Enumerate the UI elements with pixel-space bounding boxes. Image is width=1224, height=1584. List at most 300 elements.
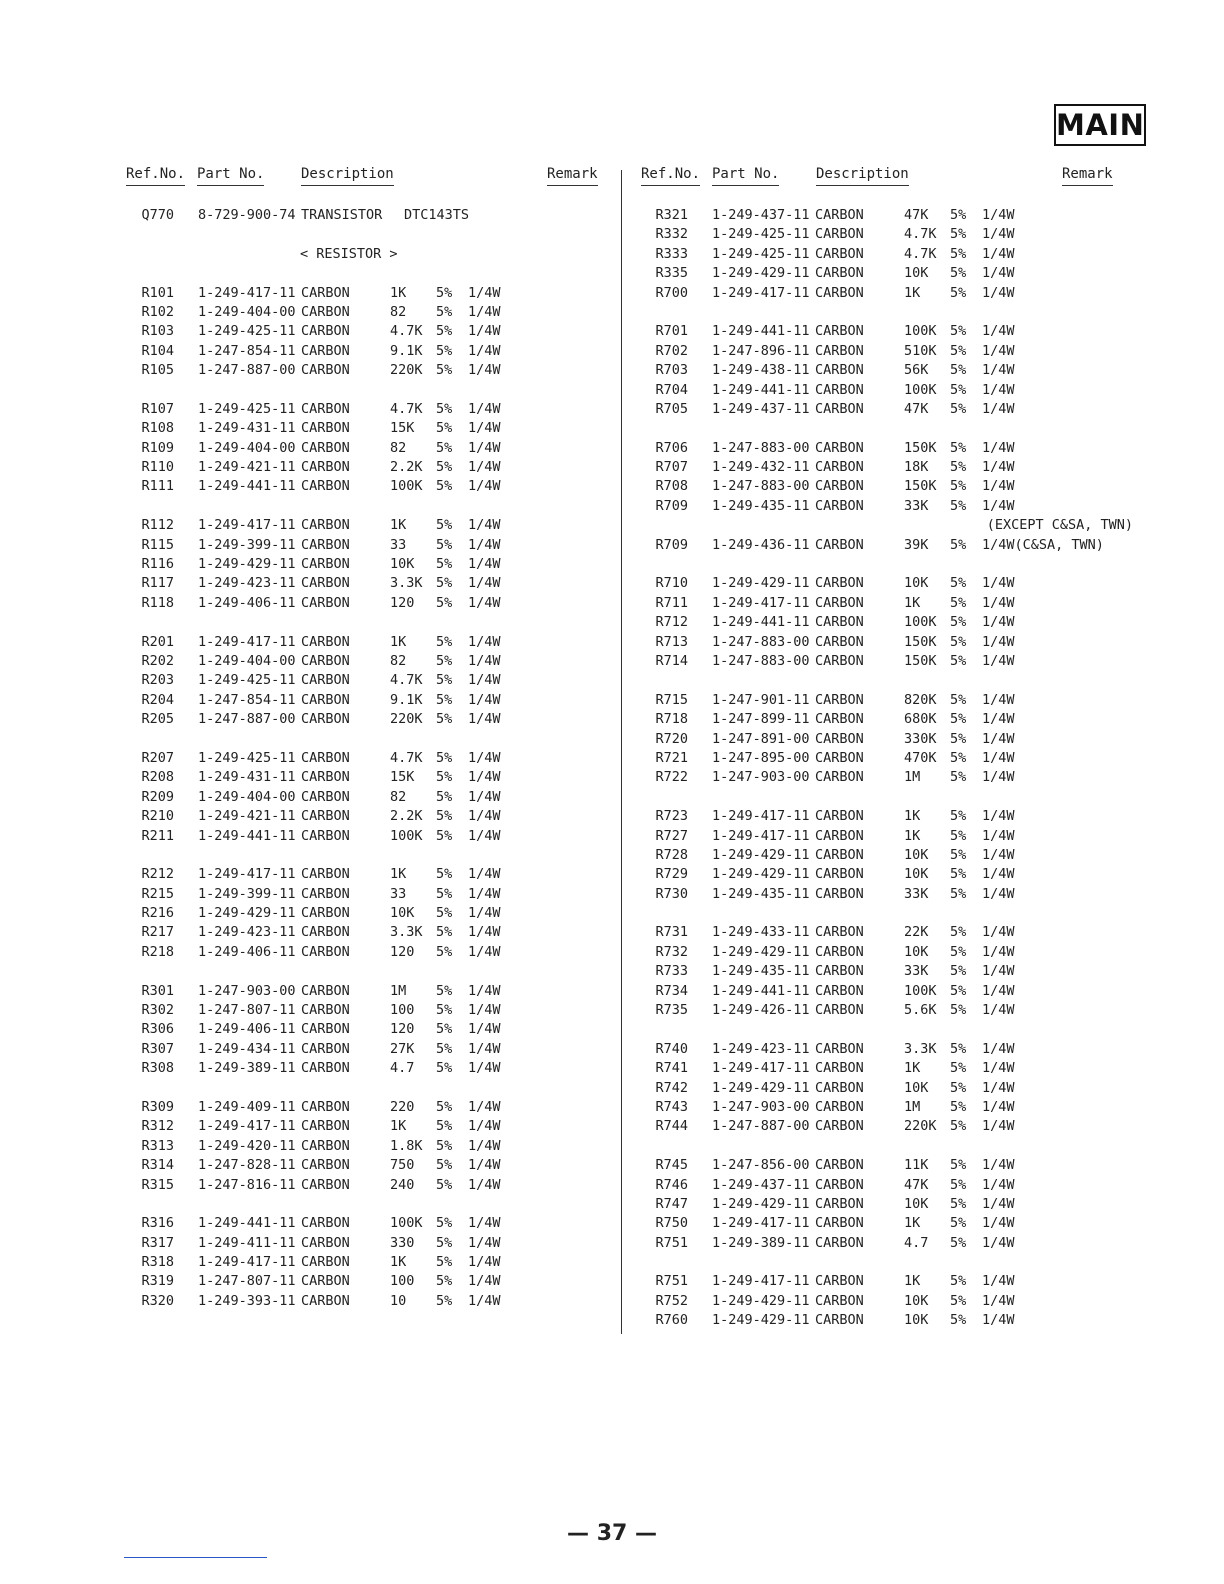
header-part: Part No. [197,166,264,186]
ref-number: R744 [655,1118,688,1135]
tolerance: 5% [950,439,967,456]
part-type: CARBON [301,885,350,902]
part-type: CARBON [815,808,864,825]
part-type: CARBON [815,982,864,999]
table-row [124,923,604,942]
section-heading: < RESISTOR > [300,245,398,262]
table-row [638,962,1143,981]
tolerance: 5% [436,1176,453,1193]
power-rating: 1/4W [468,672,501,689]
ref-number: R704 [655,381,688,398]
power-rating: 1/4W [982,1157,1015,1174]
part-value: 10 [390,1292,407,1309]
tolerance: 5% [436,885,453,902]
ref-number: R706 [655,439,688,456]
tolerance: 5% [950,323,967,340]
part-number: 1-249-441-11 [198,827,296,844]
part-value: 100 [390,1273,415,1290]
part-value: 4.7K [390,672,423,689]
power-rating: 1/4W [468,1157,501,1174]
part-value: 9.1K [390,342,423,359]
part-value: 150K [904,633,937,650]
part-type: CARBON [815,265,864,282]
tolerance: 5% [950,730,967,747]
part-number: 1-247-896-11 [712,342,810,359]
part-number: 1-249-423-11 [198,575,296,592]
tolerance: 5% [436,1098,453,1115]
spacer-row [638,1137,1143,1156]
power-rating: 1/4W [468,924,501,941]
power-rating: 1/4W [468,1273,501,1290]
part-type: CARBON [815,711,864,728]
part-type: CARBON [301,459,350,476]
part-value: 4.7K [904,226,937,243]
part-value: 2.2K [390,808,423,825]
part-type: CARBON [815,943,864,960]
part-type: CARBON [815,1176,864,1193]
part-value: 1K [390,633,407,650]
table-row [638,768,1143,787]
power-rating: 1/4W [982,207,1015,223]
part-value: 1M [904,769,921,786]
table-row [638,1214,1143,1233]
power-rating: 1/4W [468,633,501,650]
part-type: CARBON [815,439,864,456]
part-number: 1-249-429-11 [712,1312,810,1329]
tolerance: 5% [950,575,967,592]
parts-column-left [124,166,604,1311]
power-rating: 1/4W [468,536,501,553]
part-value: 39K [904,536,929,553]
part-value: 220K [390,362,423,379]
table-row [638,536,1143,555]
power-rating: 1/4W [982,381,1015,398]
power-rating: 1/4W [982,652,1015,669]
ref-number: R741 [655,1060,688,1077]
part-number: 1-249-425-11 [198,749,296,766]
power-rating: 1/4W [468,342,501,359]
power-rating: 1/4W [468,459,501,476]
part-number: 1-249-429-11 [198,556,296,573]
part-value: 27K [390,1040,415,1057]
power-rating: 1/4W [982,265,1015,282]
tolerance: 5% [950,1098,967,1115]
ref-number: R721 [655,749,688,766]
part-value: 10K [904,846,929,863]
part-number: 1-249-429-11 [712,1195,810,1212]
part-number: 1-249-417-11 [198,1254,296,1271]
power-rating: 1/4W [468,769,501,786]
spacer-row [638,1253,1143,1272]
part-number: 1-249-437-11 [712,400,810,417]
part-value: 5.6K [904,1002,937,1019]
spacer-row [124,497,604,516]
part-value: 4.7K [390,749,423,766]
tolerance: 5% [436,749,453,766]
parts-list-right [638,206,1143,1331]
part-value: 10K [904,1312,929,1329]
power-rating: 1/4W [468,1118,501,1135]
part-type: CARBON [815,400,864,417]
part-type: CARBON [815,691,864,708]
tolerance: 5% [950,381,967,398]
table-row [638,982,1143,1001]
tolerance: 5% [436,905,453,922]
tolerance: 5% [436,769,453,786]
tolerance: 5% [950,536,967,553]
part-value: 11K [904,1157,929,1174]
table-row [124,1098,604,1117]
part-number: 8-729-900-74 [198,207,296,223]
power-rating: 1/4W [468,575,501,592]
ref-number: R321 [655,207,688,223]
part-number: 1-249-441-11 [712,614,810,631]
part-value: 100K [390,827,423,844]
power-rating: 1/4W [982,284,1015,301]
part-value: 82 [390,303,407,320]
spacer-row [638,555,1143,574]
table-row [638,1098,1143,1117]
part-value: 1M [390,982,407,999]
part-type: CARBON [301,1098,350,1115]
part-type: CARBON [815,769,864,786]
part-number: 1-247-901-11 [712,691,810,708]
power-rating: 1/4W [468,478,501,495]
part-value: 1M [904,1098,921,1115]
part-type: CARBON [301,400,350,417]
power-rating: 1/4W [468,284,501,301]
power-rating: 1/4W [468,1060,501,1077]
spacer-row [124,846,604,865]
power-rating: 1/4W [468,362,501,379]
ref-number: R203 [141,672,174,689]
part-number: 1-249-406-11 [198,943,296,960]
tolerance: 5% [950,633,967,650]
part-type: CARBON [815,1098,864,1115]
tolerance: 5% [950,711,967,728]
part-number: 1-249-426-11 [712,1002,810,1019]
tolerance: 5% [436,924,453,941]
part-type: CARBON [815,1215,864,1232]
table-row [638,846,1143,865]
part-number: 1-249-432-11 [712,459,810,476]
table-row [124,982,604,1001]
table-row [124,536,604,555]
table-row [638,439,1143,458]
ref-number: R700 [655,284,688,301]
table-row [124,555,604,574]
part-number: 1-249-417-11 [712,284,810,301]
part-value: 150K [904,439,937,456]
part-number: 1-247-883-00 [712,478,810,495]
part-type: CARBON [815,342,864,359]
tolerance: 5% [950,885,967,902]
part-type: CARBON [301,633,350,650]
part-value: 4.7 [904,1234,929,1251]
part-number: 1-249-437-11 [712,1176,810,1193]
part-type: CARBON [301,342,350,359]
part-number: 1-249-429-11 [712,1079,810,1096]
part-number: 1-247-887-00 [198,362,296,379]
ref-number: R212 [141,866,174,883]
ref-number: R309 [141,1098,174,1115]
tolerance: 5% [436,1292,453,1309]
ref-number: R333 [655,245,688,262]
part-type: CARBON [301,1040,350,1057]
part-type: CARBON [301,905,350,922]
remark-row [638,516,1143,535]
part-number: 1-247-903-00 [712,769,810,786]
ref-number: R215 [141,885,174,902]
tolerance: 5% [950,226,967,243]
tolerance: 5% [950,245,967,262]
part-number: 1-249-417-11 [198,866,296,883]
spacer-row [638,419,1143,438]
tolerance: 5% [436,517,453,534]
table-row [124,807,604,826]
spacer-row [124,264,604,283]
table-row [638,1001,1143,1020]
part-type: CARBON [301,691,350,708]
part-type: CARBON [301,1021,350,1038]
part-value: 100K [904,381,937,398]
part-value: 100K [904,323,937,340]
part-number: 1-249-441-11 [712,323,810,340]
ref-number: R102 [141,303,174,320]
part-number: 1-249-431-11 [198,420,296,437]
part-type: CARBON [301,1292,350,1309]
power-rating: 1/4W [982,478,1015,495]
part-type: CARBON [815,1195,864,1212]
ref-number: R318 [141,1254,174,1271]
part-value: 220K [390,711,423,728]
power-rating: 1/4W [982,1234,1015,1251]
part-number: 1-249-406-11 [198,594,296,611]
table-row [124,206,604,225]
part-value: 1K [904,594,921,611]
part-type: CARBON [815,749,864,766]
ref-number: R118 [141,594,174,611]
power-rating: 1/4W [982,885,1015,902]
part-value: 1K [904,1060,921,1077]
power-rating: 1/4W [982,614,1015,631]
part-number: 1-249-435-11 [712,963,810,980]
tolerance: 5% [950,982,967,999]
power-rating: 1/4W [982,1079,1015,1096]
power-rating: 1/4W [468,866,501,883]
part-type: CARBON [815,381,864,398]
table-row [638,497,1143,516]
part-number: 1-249-441-11 [712,982,810,999]
header-description: Description [301,166,394,186]
table-row [638,865,1143,884]
part-type: CARBON [301,711,350,728]
part-type: CARBON [815,478,864,495]
part-number: 1-249-429-11 [712,265,810,282]
tolerance: 5% [436,1215,453,1232]
part-value: 1K [904,1273,921,1290]
tolerance: 5% [950,1215,967,1232]
part-value: 4.7K [390,323,423,340]
part-type: CARBON [815,226,864,243]
part-value: 33K [904,497,929,514]
power-rating: 1/4W [468,1292,501,1309]
ref-number: R720 [655,730,688,747]
table-row [638,710,1143,729]
ref-number: R751 [655,1234,688,1251]
table-row [124,419,604,438]
tolerance: 5% [436,1234,453,1251]
ref-number: R202 [141,652,174,669]
part-type: CARBON [815,1060,864,1077]
power-rating: 1/4W [468,885,501,902]
table-row [638,206,1143,225]
part-number: 1-249-411-11 [198,1234,296,1251]
table-row [124,865,604,884]
part-number: 1-249-393-11 [198,1292,296,1309]
spacer-row [638,303,1143,322]
tolerance: 5% [436,1157,453,1174]
footer-line [124,1557,267,1558]
ref-number: R109 [141,439,174,456]
part-number: 1-247-883-00 [712,633,810,650]
part-type: CARBON [815,633,864,650]
part-value: 330 [390,1234,415,1251]
part-number: 1-247-807-11 [198,1002,296,1019]
part-number: 1-249-429-11 [198,905,296,922]
table-row [638,574,1143,593]
ref-number: R103 [141,323,174,340]
ref-number: R104 [141,342,174,359]
part-value: 4.7K [904,245,937,262]
ref-number: R211 [141,827,174,844]
ref-number: R747 [655,1195,688,1212]
table-row [638,1079,1143,1098]
part-value: 1K [904,1215,921,1232]
part-value: 240 [390,1176,415,1193]
part-type: CARBON [301,982,350,999]
ref-number: R718 [655,711,688,728]
tolerance: 5% [950,1292,967,1309]
power-rating: 1/4W [468,982,501,999]
table-row [638,458,1143,477]
part-value: 82 [390,788,407,805]
part-value: 1.8K [390,1137,423,1154]
ref-number: R733 [655,963,688,980]
part-value: 470K [904,749,937,766]
part-type: CARBON [301,672,350,689]
part-number: 1-247-891-00 [712,730,810,747]
part-value: 1K [390,1254,407,1271]
tolerance: 5% [436,827,453,844]
header-ref: Ref.No. [126,166,185,186]
part-number: 1-247-854-11 [198,342,296,359]
ref-number: R319 [141,1273,174,1290]
table-row [638,1156,1143,1175]
tolerance: 5% [950,265,967,282]
table-row [124,1117,604,1136]
power-rating: 1/4W [468,711,501,728]
part-type: CARBON [301,420,350,437]
tolerance: 5% [950,1079,967,1096]
part-value: 4.7K [390,400,423,417]
part-type: CARBON [815,846,864,863]
tolerance: 5% [950,652,967,669]
spacer-row [124,1079,604,1098]
table-row [638,923,1143,942]
part-type: CARBON [815,1118,864,1135]
part-type: CARBON [301,652,350,669]
table-row [124,1040,604,1059]
table-row [638,807,1143,826]
ref-number: R732 [655,943,688,960]
ref-number: R705 [655,400,688,417]
part-type: CARBON [301,924,350,941]
part-value: 82 [390,439,407,456]
section-heading-row [124,245,604,264]
spacer-row [124,1195,604,1214]
part-number: 1-249-435-11 [712,885,810,902]
part-type: CARBON [301,827,350,844]
table-row [638,1272,1143,1291]
ref-number: R760 [655,1312,688,1329]
ref-number: R730 [655,885,688,902]
ref-number: R218 [141,943,174,960]
tolerance: 5% [436,594,453,611]
tolerance: 5% [950,846,967,863]
ref-number: R745 [655,1157,688,1174]
tolerance: 5% [436,1137,453,1154]
part-type: CARBON [301,1254,350,1271]
part-value: 1K [904,284,921,301]
part-number: 1-249-437-11 [712,207,810,223]
part-type: CARBON [301,536,350,553]
table-row [124,943,604,962]
tolerance: 5% [436,284,453,301]
table-row [638,225,1143,244]
part-number: 1-249-425-11 [198,400,296,417]
part-number: 1-249-420-11 [198,1137,296,1154]
power-rating: 1/4W [468,788,501,805]
ref-number: R746 [655,1176,688,1193]
tolerance: 5% [436,652,453,669]
part-number: 1-247-856-00 [712,1157,810,1174]
ref-number: R208 [141,769,174,786]
part-value: 10K [390,556,415,573]
part-type: CARBON [301,1176,350,1193]
table-row [124,749,604,768]
table-row [124,1292,604,1311]
table-row [638,400,1143,419]
ref-number: R711 [655,594,688,611]
tolerance: 5% [950,1234,967,1251]
part-number: 1-249-417-11 [712,1273,810,1290]
table-row [638,1311,1143,1330]
part-type: CARBON [815,207,864,223]
part-number: 1-249-438-11 [712,362,810,379]
part-type: CARBON [815,323,864,340]
power-rating: 1/4W [982,1215,1015,1232]
part-type: CARBON [301,439,350,456]
ref-number: R101 [141,284,174,301]
part-number: 1-247-887-00 [712,1118,810,1135]
part-value: 1K [904,808,921,825]
part-number: 1-249-421-11 [198,808,296,825]
part-number: 1-249-431-11 [198,769,296,786]
part-number: 1-249-436-11 [712,536,810,553]
part-value: 680K [904,711,937,728]
part-value: 47K [904,400,929,417]
